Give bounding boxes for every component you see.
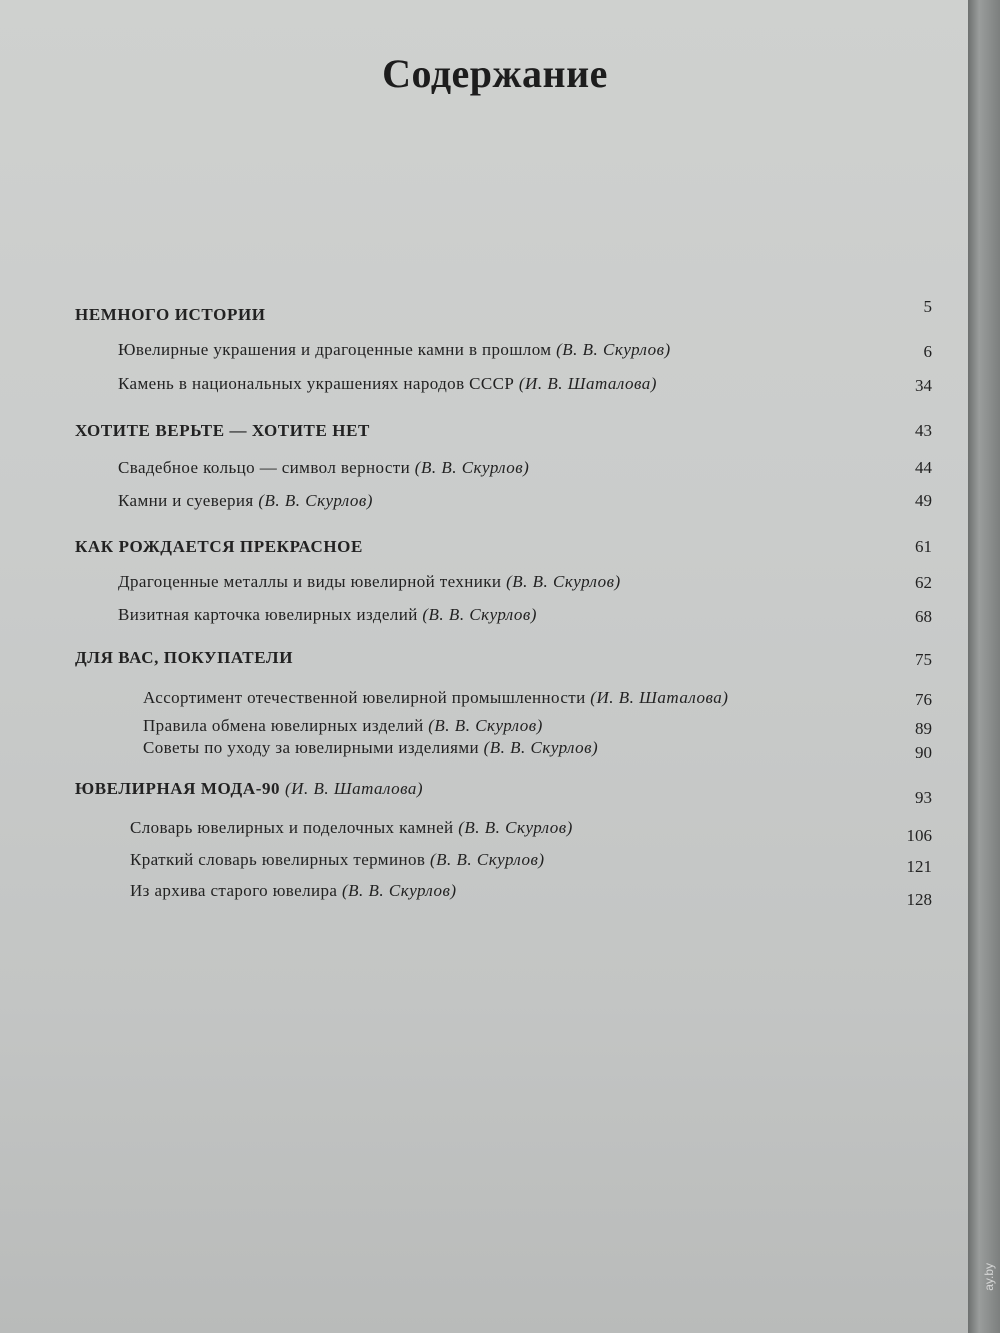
toc-entry-title: Камни и суеверия (В. В. Скурлов) bbox=[118, 491, 373, 510]
toc-page-number: 49 bbox=[915, 491, 932, 510]
toc-page-number: 75 bbox=[915, 650, 932, 669]
toc-entry bbox=[118, 374, 935, 398]
toc-entry bbox=[130, 818, 935, 845]
toc-entry-title: Камень в национальных украшениях народов СССР (И. В. Шаталова) bbox=[118, 374, 657, 393]
toc-entry-title: Визитная карточка ювелирных изделий (В. В. Скурлов) bbox=[118, 605, 537, 624]
toc-entry bbox=[130, 850, 935, 874]
toc-entry-author: (И. В. Шаталова) bbox=[590, 688, 729, 707]
toc-page-number: 44 bbox=[915, 458, 932, 477]
toc-entry bbox=[118, 340, 935, 364]
toc-page-number: 43 bbox=[915, 421, 932, 440]
toc-entry-author: (В. В. Скурлов) bbox=[422, 605, 537, 624]
toc-entry-author: (В. В. Скурлов) bbox=[556, 340, 671, 359]
toc-entry-author: (И. В. Шаталова) bbox=[518, 374, 657, 393]
toc-page-number: 61 bbox=[915, 537, 932, 556]
toc-entry-author: (В. В. Скурлов) bbox=[258, 491, 373, 510]
toc-page-number: 128 bbox=[906, 890, 932, 909]
toc-entry-title: Ассортимент отечественной ювелирной промышленности (И. В. Шаталова) bbox=[143, 688, 729, 707]
toc-entry bbox=[143, 716, 935, 740]
toc-page-number: 68 bbox=[915, 607, 932, 626]
toc-page-number: 34 bbox=[915, 376, 932, 395]
toc-page-number: 76 bbox=[915, 690, 932, 709]
toc-section bbox=[75, 648, 935, 672]
book-page-edge bbox=[968, 0, 1000, 1333]
toc-entry bbox=[143, 738, 935, 762]
toc-entry-title: Советы по уходу за ювелирными изделиями (В. В. Скурлов) bbox=[143, 738, 599, 757]
toc-entry-title: Ювелирные украшения и драгоценные камни в прошлом (В. В. Скурлов) bbox=[118, 340, 671, 359]
toc-entry bbox=[118, 572, 935, 596]
toc-entry-title: Из архива старого ювелира (В. В. Скурлов) bbox=[130, 881, 457, 900]
toc-entry-title: Краткий словарь ювелирных терминов (В. В. Скурлов) bbox=[130, 850, 545, 869]
toc-entry-author: (В. В. Скурлов) bbox=[506, 572, 621, 591]
toc-page-number: 62 bbox=[915, 573, 932, 592]
toc-entry-title: Драгоценные металлы и виды ювелирной техники (В. В. Скурлов) bbox=[118, 572, 621, 591]
toc-section-title: КАК РОЖДАЕТСЯ ПРЕКРАСНОЕ bbox=[75, 537, 363, 556]
toc-page-number: 5 bbox=[923, 297, 932, 316]
toc-section bbox=[75, 421, 935, 445]
toc-page-number: 93 bbox=[915, 788, 932, 807]
toc-entry bbox=[130, 881, 935, 909]
toc-section-title: НЕМНОГО ИСТОРИИ bbox=[75, 305, 266, 324]
toc-entry-title: Словарь ювелирных и поделочных камней (В. В. Скурлов) bbox=[130, 818, 573, 837]
toc-section bbox=[75, 537, 935, 561]
toc-entry-author: (В. В. Скурлов) bbox=[428, 716, 543, 735]
toc-entry-author: (В. В. Скурлов) bbox=[483, 738, 599, 757]
toc-section-author: (И. В. Шаталова) bbox=[285, 779, 424, 798]
toc-entry bbox=[118, 458, 935, 482]
toc-entry bbox=[143, 688, 935, 712]
toc-entry-author: (В. В. Скурлов) bbox=[429, 850, 545, 869]
toc-page-number: 106 bbox=[906, 826, 932, 845]
toc-entry-author: (В. В. Скурлов) bbox=[341, 881, 457, 900]
toc-page-number: 6 bbox=[923, 342, 932, 361]
toc-entry bbox=[118, 491, 935, 515]
toc-section bbox=[75, 779, 935, 807]
toc-entry-title: Свадебное кольцо — символ верности (В. В. Скурлов) bbox=[118, 458, 530, 477]
toc-page-number: 90 bbox=[915, 743, 932, 762]
toc-entry-title: Правила обмена ювелирных изделий (В. В. Скурлов) bbox=[143, 716, 543, 735]
toc-entry-author: (В. В. Скурлов) bbox=[414, 458, 530, 477]
toc-page-number: 89 bbox=[915, 719, 932, 738]
toc-section bbox=[75, 297, 935, 329]
toc-entry bbox=[118, 605, 935, 629]
toc-section-title: ЮВЕЛИРНАЯ МОДА-90 (И. В. Шаталова) bbox=[75, 779, 424, 798]
toc-section-title: ХОТИТЕ ВЕРЬТЕ — ХОТИТЕ НЕТ bbox=[75, 421, 370, 440]
page-title: Содержание bbox=[382, 51, 608, 96]
toc-section-title: ДЛЯ ВАС, ПОКУПАТЕЛИ bbox=[75, 648, 294, 667]
toc-entry-author: (В. В. Скурлов) bbox=[458, 818, 573, 837]
toc-page-number: 121 bbox=[906, 857, 932, 876]
watermark: ay.by bbox=[982, 1263, 996, 1291]
